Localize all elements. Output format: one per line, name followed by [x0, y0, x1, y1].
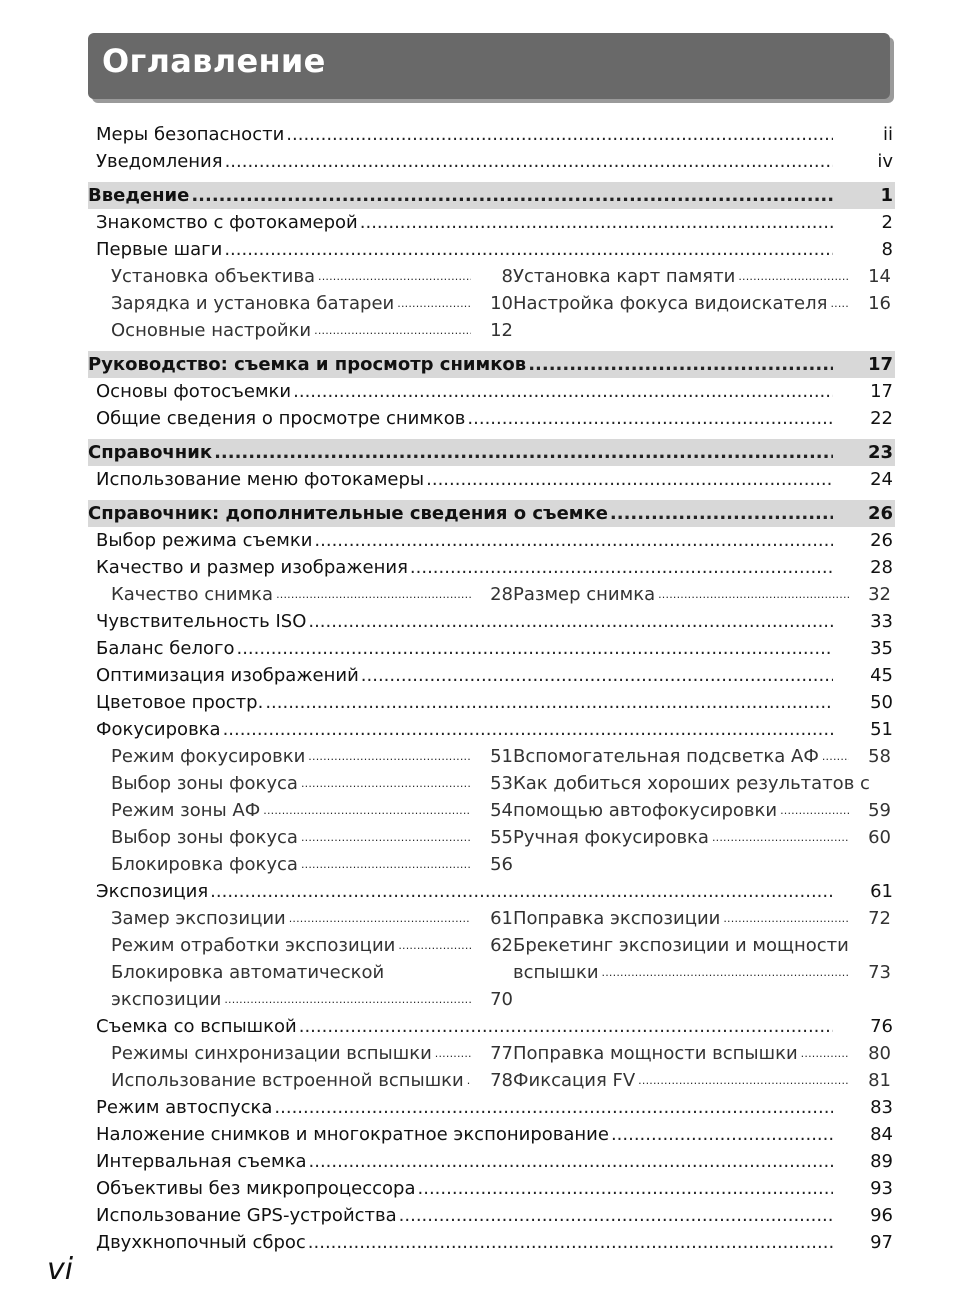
toc-subentry[interactable]: [111, 770, 515, 797]
toc-page-number: 70: [490, 989, 513, 1010]
toc-entry-row[interactable]: [88, 527, 895, 554]
toc-entry-row[interactable]: [88, 1013, 895, 1040]
toc-page-number: 80: [868, 1043, 891, 1064]
toc-entry-title: Интервальная съемка: [96, 1151, 307, 1172]
toc-page-number: 97: [870, 1232, 893, 1253]
toc-entry-row[interactable]: [88, 1148, 895, 1175]
toc-entry-row[interactable]: [88, 662, 895, 689]
toc-page-number: iv: [877, 151, 893, 172]
leader-dots: [610, 500, 833, 527]
toc-subentry-row: [88, 932, 895, 959]
toc-page-number: 24: [870, 469, 893, 490]
toc-subentry-title: Режим зоны АФ: [111, 800, 261, 821]
leader-dots: [225, 148, 833, 175]
toc-entry-row[interactable]: [88, 635, 895, 662]
leader-dots: [723, 905, 849, 932]
leader-dots: [398, 932, 471, 959]
toc-subentry-title: Установка объектива: [111, 266, 315, 287]
leader-dots: [528, 351, 833, 378]
toc-subentry-title: Режим отработки экспозиции: [111, 935, 396, 956]
toc-entry-title: Руководство: съемка и просмотр снимков: [88, 354, 527, 375]
toc-subentry-row: [88, 824, 895, 851]
leader-dots: [223, 716, 833, 743]
toc-section-row[interactable]: [88, 439, 895, 466]
page-number: vi: [47, 1252, 74, 1287]
toc-section-row[interactable]: [88, 351, 895, 378]
leader-dots: [308, 743, 471, 770]
leader-dots: [426, 466, 833, 493]
toc-subentry-row: [88, 1040, 895, 1067]
toc-subentry[interactable]: [111, 959, 515, 986]
toc-subentry[interactable]: [111, 317, 515, 344]
leader-dots: [387, 959, 471, 986]
leader-dots: [314, 317, 471, 344]
toc-page-number: 53: [490, 773, 513, 794]
toc-entry-row[interactable]: [88, 466, 895, 493]
toc-page-number: 14: [868, 266, 891, 287]
leader-dots: [658, 581, 849, 608]
toc-subentry[interactable]: [513, 1040, 893, 1067]
toc-entry-title: Использование GPS-устройства: [96, 1205, 397, 1226]
toc-page-number: 59: [868, 800, 891, 821]
toc-entry-row[interactable]: [88, 1229, 895, 1256]
toc-entry-row[interactable]: [88, 121, 895, 148]
toc-page-number: [485, 959, 515, 986]
toc-page-number: 54: [490, 800, 513, 821]
toc-subentry-row: [88, 986, 895, 1013]
toc-page-number: 35: [870, 638, 893, 659]
toc-section-row[interactable]: [88, 182, 895, 209]
toc-page-number: 76: [870, 1016, 893, 1037]
toc-subentry-row: [88, 905, 895, 932]
toc-subentry[interactable]: [111, 905, 515, 932]
toc-subentry-title: Выбор зоны фокуса: [111, 773, 298, 794]
toc-subentry-title: Выбор зоны фокуса: [111, 827, 298, 848]
toc-subentry[interactable]: [111, 290, 515, 317]
toc-subentry-row: [88, 770, 895, 797]
toc-page-number: 10: [490, 293, 513, 314]
toc-entry-row[interactable]: [88, 148, 895, 175]
toc-page-number: 51: [870, 719, 893, 740]
toc-subentry[interactable]: [513, 797, 893, 824]
toc-page-number: 28: [490, 584, 513, 605]
toc-page-number: 84: [870, 1124, 893, 1145]
leader-dots: [602, 959, 849, 986]
toc-page-number: 58: [868, 746, 891, 767]
toc-subentry-title: Фиксация FV: [513, 1070, 636, 1091]
leader-dots: [435, 1040, 471, 1067]
toc-entry-title: Выбор режима съемки: [96, 530, 313, 551]
leader-dots: [467, 1067, 471, 1094]
toc-subentry-row: [88, 743, 895, 770]
toc-entry-title: Первые шаги: [96, 239, 223, 260]
toc-subentry-title: Ручная фокусировка: [513, 827, 709, 848]
toc-entry-row[interactable]: [88, 405, 895, 432]
toc-subentry[interactable]: [111, 1040, 515, 1067]
toc-page-number: [866, 932, 893, 959]
leader-dots: [410, 554, 833, 581]
toc-entry-row[interactable]: [88, 554, 895, 581]
toc-page-number: 33: [870, 611, 893, 632]
toc-page-number: ii: [882, 124, 893, 145]
leader-dots: [738, 263, 849, 290]
toc-page-number: 61: [870, 881, 893, 902]
leader-dots: [418, 1175, 833, 1202]
toc-entry-title: Меры безопасности: [96, 124, 285, 145]
toc-subentry[interactable]: [513, 263, 893, 290]
toc-page-number: 2: [881, 212, 893, 233]
toc-subentry-title: Качество снимка: [111, 584, 274, 605]
toc-subentry[interactable]: [513, 290, 893, 317]
toc-page-number: 55: [490, 827, 513, 848]
leader-dots: [467, 405, 833, 432]
toc-page-number: 77: [490, 1043, 513, 1064]
toc-entry-title: Знакомство с фотокамерой: [96, 212, 358, 233]
toc-subentry-row: [88, 851, 895, 878]
toc-subentry-row: [88, 263, 895, 290]
toc-page-number: 1: [880, 185, 893, 206]
toc-page-number: 60: [868, 827, 891, 848]
toc-page-number: 22: [870, 408, 893, 429]
toc-entry-title: Объективы без микропроцессора: [96, 1178, 416, 1199]
toc-subentry-title: Брекетинг экспозиции и мощности: [513, 935, 849, 956]
leader-dots: [780, 797, 849, 824]
toc-subentry[interactable]: [111, 824, 515, 851]
leader-dots: [830, 290, 849, 317]
toc-entry-title: Цветовое простр.: [96, 692, 264, 713]
leader-dots: [318, 263, 471, 290]
toc-page-number: [887, 770, 893, 797]
toc-subentry[interactable]: [111, 932, 515, 959]
leader-dots: [286, 121, 833, 148]
leader-dots: [314, 527, 833, 554]
leader-dots: [308, 1229, 833, 1256]
leader-dots: [299, 1013, 833, 1040]
toc-entry-title: Уведомления: [96, 151, 223, 172]
toc-subentry-title: Основные настройки: [111, 320, 312, 341]
toc-subentry-title: Размер снимка: [513, 584, 656, 605]
toc-subentry-row: [88, 797, 895, 824]
toc-subentry[interactable]: [513, 743, 893, 770]
toc-page-number: 17: [870, 381, 893, 402]
leader-dots: [276, 581, 471, 608]
toc-subentry-title: Зарядка и установка батареи: [111, 293, 395, 314]
toc-subentry-row: [88, 317, 895, 344]
toc-page-number: 26: [870, 530, 893, 551]
leader-dots: [360, 209, 833, 236]
toc-subentry[interactable]: [111, 797, 515, 824]
leader-dots: [263, 797, 471, 824]
toc-entry-title: Чувствительность ISO: [96, 611, 307, 632]
toc-subentry[interactable]: [111, 851, 515, 878]
leader-dots: [224, 986, 471, 1013]
toc-subentry-row: [88, 581, 895, 608]
toc-entry-row[interactable]: [88, 1121, 895, 1148]
toc-page-number: 81: [868, 1070, 891, 1091]
toc-subentry[interactable]: [513, 1067, 893, 1094]
toc-page-number: 93: [870, 1178, 893, 1199]
toc-page-number: 12: [490, 320, 513, 341]
toc-entry-row[interactable]: [88, 878, 895, 905]
leader-dots: [301, 770, 471, 797]
toc-page-number: 28: [870, 557, 893, 578]
toc-subentry-row: [88, 1067, 895, 1094]
toc-entry-row[interactable]: [88, 716, 895, 743]
toc-entry-title: Справочник: дополнительные сведения о съемке: [88, 503, 608, 524]
toc-page-number: 62: [490, 935, 513, 956]
toc-entry-title: Справочник: [88, 442, 213, 463]
toc-page-number: 61: [490, 908, 513, 929]
toc-page-number: 50: [870, 692, 893, 713]
leader-dots: [265, 689, 833, 716]
leader-dots: [361, 662, 833, 689]
toc-entry-title: Введение: [88, 185, 190, 206]
toc-page-number: 26: [867, 503, 893, 524]
toc-subentry[interactable]: [111, 263, 515, 290]
leader-dots: [224, 236, 833, 263]
toc-entry-row[interactable]: [88, 689, 895, 716]
leader-dots: [712, 824, 849, 851]
toc-entry-title: Баланс белого: [96, 638, 235, 659]
toc-page-number: 45: [870, 665, 893, 686]
toc-subentry[interactable]: [513, 959, 893, 986]
leader-dots: [191, 182, 833, 209]
toc-entry-title: Основы фотосъемки: [96, 381, 292, 402]
leader-dots: [274, 1094, 833, 1121]
toc-subentry-title: Режим фокусировки: [111, 746, 306, 767]
page-title: Оглавление: [102, 42, 326, 80]
toc-subentry[interactable]: [513, 770, 893, 797]
toc-header: [88, 33, 890, 99]
toc-page-number: 78: [490, 1070, 513, 1091]
leader-dots: [301, 851, 471, 878]
toc-subentry-title: помощью автофокусировки: [513, 800, 778, 821]
toc-subentry[interactable]: [111, 1067, 515, 1094]
toc-page-number: 96: [870, 1205, 893, 1226]
toc-page-number: 83: [870, 1097, 893, 1118]
toc-page-number: 23: [867, 442, 893, 463]
toc-entry-title: Использование меню фотокамеры: [96, 469, 425, 490]
toc-subentry-title: вспышки: [513, 962, 599, 983]
toc-entry-title: Съемка со вспышкой: [96, 1016, 297, 1037]
leader-dots: [309, 1148, 834, 1175]
toc-page-number: 32: [868, 584, 891, 605]
toc-subentry[interactable]: [111, 581, 515, 608]
toc-subentry-title: Настройка фокуса видоискателя: [513, 293, 828, 314]
toc-subentry-title: Использование встроенной вспышки: [111, 1070, 464, 1091]
toc-page-number: 89: [870, 1151, 893, 1172]
toc-subentry-title: Установка карт памяти: [513, 266, 736, 287]
toc-page-number: 16: [868, 293, 891, 314]
toc-subentry[interactable]: [513, 824, 893, 851]
toc-subentry-title: Поправка мощности вспышки: [513, 1043, 798, 1064]
toc-entry-row[interactable]: [88, 608, 895, 635]
toc-entry-row[interactable]: [88, 1094, 895, 1121]
toc-subentry-title: Блокировка автоматической: [111, 962, 385, 983]
leader-dots: [399, 1202, 833, 1229]
toc-entry-title: Фокусировка: [96, 719, 221, 740]
toc-subentry[interactable]: [111, 743, 515, 770]
toc-entry-title: Двухкнопочный сброс: [96, 1232, 306, 1253]
toc-page-number: 17: [867, 354, 893, 375]
table-of-contents: [88, 121, 895, 1256]
toc-subentry-title: Вспомогательная подсветка АФ: [513, 746, 819, 767]
leader-dots: [210, 878, 833, 905]
toc-page-number: 73: [868, 962, 891, 983]
toc-subentry-title: Как добиться хороших результатов с: [513, 773, 870, 794]
toc-entry-title: Режим автоспуска: [96, 1097, 273, 1118]
toc-entry-row[interactable]: [88, 236, 895, 263]
toc-page-number: 8: [881, 239, 893, 260]
toc-page-number: 51: [490, 746, 513, 767]
toc-page-number: 72: [868, 908, 891, 929]
toc-entry-row[interactable]: [88, 1175, 895, 1202]
toc-subentry-title: Блокировка фокуса: [111, 854, 298, 875]
toc-section-row[interactable]: [88, 500, 895, 527]
toc-entry-title: Наложение снимков и многократное экспонирование: [96, 1124, 609, 1145]
toc-entry-row[interactable]: [88, 1202, 895, 1229]
leader-dots: [638, 1067, 849, 1094]
toc-subentry[interactable]: [111, 986, 515, 1013]
leader-dots: [397, 290, 471, 317]
toc-entry-row[interactable]: [88, 209, 895, 236]
toc-subentry[interactable]: [513, 905, 893, 932]
leader-dots: [611, 1121, 833, 1148]
toc-entry-title: Экспозиция: [96, 881, 209, 902]
leader-dots: [236, 635, 833, 662]
leader-dots: [822, 743, 849, 770]
toc-subentry-title: Поправка экспозиции: [513, 908, 721, 929]
leader-dots: [289, 905, 471, 932]
leader-dots: [293, 378, 833, 405]
toc-page-number: 56: [490, 854, 513, 875]
toc-entry-row[interactable]: [88, 378, 895, 405]
toc-entry-title: Качество и размер изображения: [96, 557, 408, 578]
toc-page-number: 8: [501, 266, 513, 287]
toc-entry-title: Оптимизация изображений: [96, 665, 359, 686]
leader-dots: [214, 439, 833, 466]
toc-subentry-title: Режимы синхронизации вспышки: [111, 1043, 432, 1064]
toc-subentry[interactable]: [513, 932, 893, 959]
toc-subentry-title: Замер экспозиции: [111, 908, 286, 929]
toc-subentry[interactable]: [513, 581, 893, 608]
leader-dots: [801, 1040, 849, 1067]
toc-subentry-title: экспозиции: [111, 989, 222, 1010]
toc-entry-title: Общие сведения о просмотре снимков: [96, 408, 466, 429]
toc-subentry-row: [88, 959, 895, 986]
leader-dots: [308, 608, 833, 635]
toc-subentry-row: [88, 290, 895, 317]
leader-dots: [301, 824, 471, 851]
